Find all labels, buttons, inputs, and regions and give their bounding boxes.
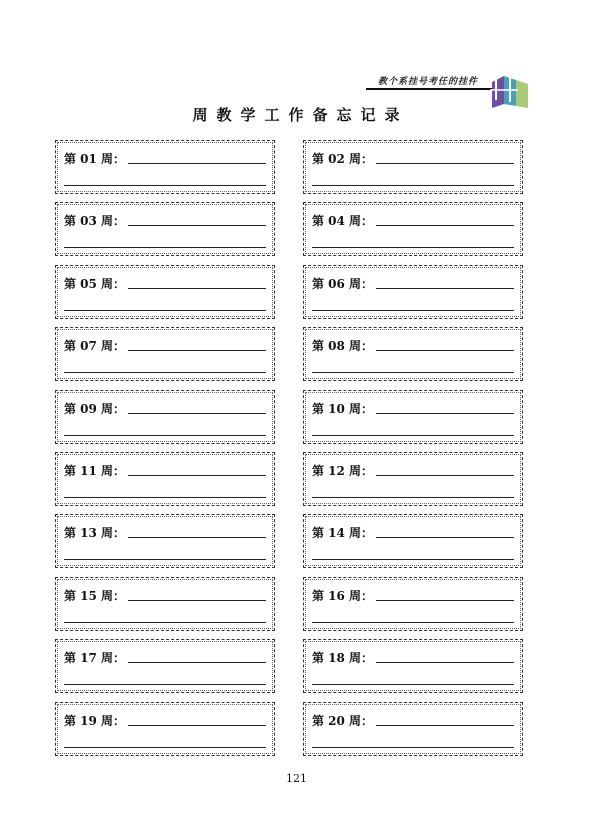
week-label: 第 16 周： [312,588,374,603]
memo-write-line [64,747,266,748]
week-memo-box [303,452,523,506]
memo-write-line [312,372,514,373]
week-memo-box [55,327,275,381]
page-number: 121 [286,772,307,785]
memo-write-line [64,185,266,186]
memo-write-line [376,350,514,351]
week-memo-box [303,327,523,381]
memo-write-line [64,310,266,311]
memo-write-line [64,622,266,623]
week-label: 第 15 周： [64,588,126,603]
memo-write-line [128,725,266,726]
week-label: 第 10 周： [312,401,374,416]
week-memo-box [55,265,275,319]
week-label: 第 20 周： [312,713,374,728]
week-memo-box [55,390,275,444]
memo-write-line [312,435,514,436]
memo-write-line [64,559,266,560]
memo-write-line [312,684,514,685]
week-label: 第 07 周： [64,339,126,354]
week-label: 第 09 周： [64,401,126,416]
week-label: 第 03 周： [64,214,126,229]
week-memo-box [303,140,523,194]
memo-write-line [128,225,266,226]
week-label: 第 13 周： [64,526,126,541]
week-label: 第 06 周： [312,276,374,291]
week-memo-box [303,390,523,444]
week-label: 第 18 周： [312,651,374,666]
running-header: 教个系挂号考任的挂件 [378,77,479,87]
memo-write-line [128,662,266,663]
week-memo-box [55,639,275,693]
memo-write-line [376,225,514,226]
memo-write-line [312,497,514,498]
memo-write-line [376,537,514,538]
week-memo-box [55,514,275,568]
memo-write-line [376,413,514,414]
memo-write-line [376,662,514,663]
memo-write-line [376,600,514,601]
week-label: 第 19 周： [64,713,126,728]
memo-write-line [312,310,514,311]
week-memo-box [55,702,275,756]
header-rule [366,88,492,90]
memo-write-line [376,725,514,726]
memo-write-line [312,185,514,186]
memo-write-line [312,622,514,623]
memo-write-line [128,475,266,476]
memo-write-line [64,247,266,248]
memo-write-line [376,163,514,164]
memo-write-line [376,475,514,476]
memo-write-line [312,747,514,748]
week-label: 第 17 周： [64,651,126,666]
week-label: 第 01 周： [64,152,126,166]
memo-write-line [128,413,266,414]
week-memo-box [303,702,523,756]
week-label: 第 04 周： [312,214,374,229]
memo-write-line [312,559,514,560]
week-label: 第 11 周： [64,464,126,478]
memo-write-line [312,247,514,248]
memo-write-line [128,350,266,351]
memo-write-line [64,372,266,373]
week-memo-box [55,577,275,631]
week-memo-box [55,140,275,194]
memo-write-line [128,288,266,289]
memo-write-line [64,497,266,498]
week-label: 第 12 周： [312,464,374,478]
week-label: 第 05 周： [64,276,126,291]
memo-write-line [376,288,514,289]
memo-write-line [128,600,266,601]
memo-write-line [64,684,266,685]
memo-write-line [128,163,266,164]
week-memo-box [55,202,275,256]
memo-write-line [64,435,266,436]
week-memo-box [55,452,275,506]
week-label: 第 02 周： [312,152,374,166]
week-memo-box [303,265,523,319]
week-memo-box [303,202,523,256]
week-memo-box [303,639,523,693]
week-label: 第 08 周： [312,339,374,354]
week-memo-box [303,514,523,568]
week-label: 第 14 周： [312,526,374,541]
page-title: 周教学工作备忘记录 [192,106,409,124]
week-memo-box [303,577,523,631]
memo-write-line [128,537,266,538]
